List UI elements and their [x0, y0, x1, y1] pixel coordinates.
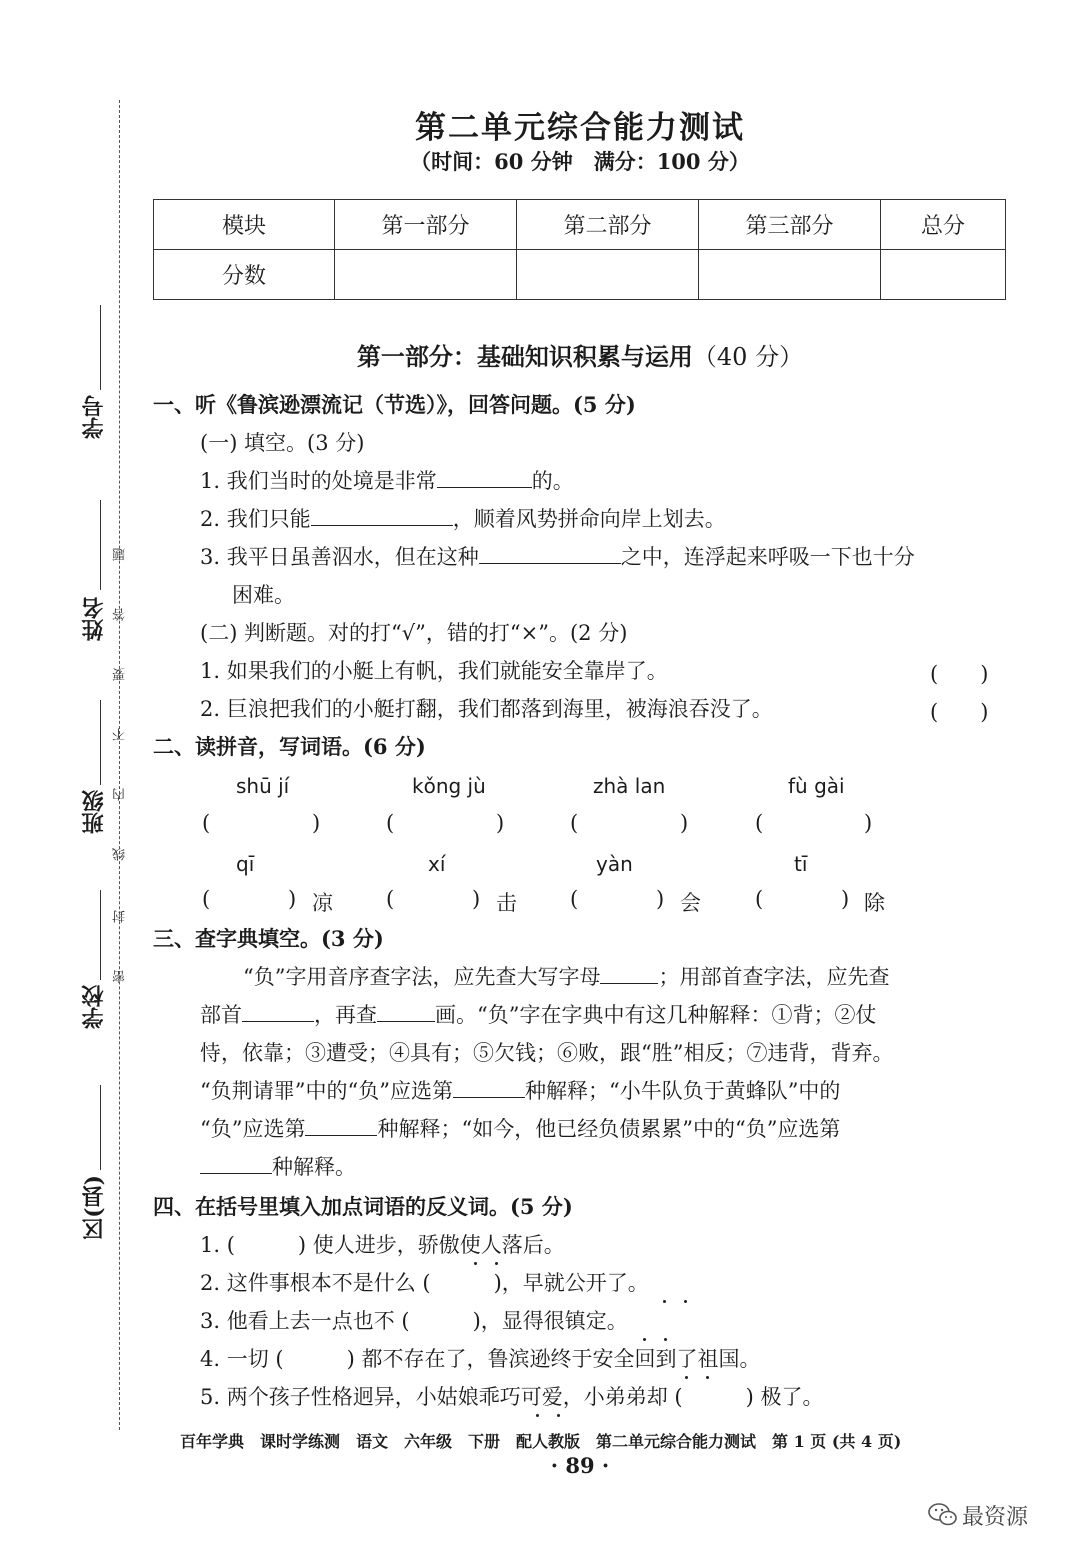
word-suffix: 除 — [864, 891, 885, 915]
q3-line: 种解释。 — [200, 1151, 356, 1183]
word-suffix: 凉 — [312, 891, 333, 915]
binding-dashed-line — [119, 100, 120, 1430]
district-line — [100, 1085, 101, 1170]
pinyin: tī — [794, 852, 808, 876]
answer-blank[interactable] — [453, 1075, 525, 1098]
q4-item-4: 4. 一切 ( ) 都不存在了，鲁滨逊终于安全回到了祖国。 — [200, 1347, 761, 1371]
pinyin: fù gài — [788, 774, 845, 798]
table-row — [154, 200, 1006, 250]
answer-blank[interactable] — [311, 503, 453, 526]
seal-hint: 内 — [113, 788, 128, 801]
answer-blank[interactable] — [479, 541, 621, 564]
pinyin: yàn — [596, 852, 633, 876]
emphasis-dot — [643, 1338, 646, 1341]
q3-line: “负”字用音序查字法，应先查大写字母 ；用部首查字法，应先查 — [243, 961, 889, 993]
brand-watermark: 最资源 — [962, 1505, 1029, 1530]
paren-close: ) — [472, 887, 481, 911]
answer-blank[interactable] — [305, 1113, 377, 1136]
paren-open: ( — [570, 811, 579, 835]
q4-item-3: 3. 他看上去一点也不 ( )，显得很镇定。 — [200, 1309, 628, 1333]
answer-blank[interactable] — [377, 999, 435, 1022]
question-4-title: 四、在括号里填入加点词语的反义词。(5 分) — [153, 1194, 573, 1219]
emphasis-dot — [495, 1262, 498, 1265]
label-class: 班级 — [81, 790, 107, 834]
q4-item-1: 1. ( ) 使人进步，骄傲使人落后。 — [200, 1233, 565, 1257]
judge-answer-paren[interactable]: ( ) — [930, 662, 989, 686]
paren-close: ) — [841, 887, 850, 911]
seal-hint: 题 — [113, 548, 128, 561]
q1-fill-2: 2. 我们只能 ，顺着风势拼命向岸上划去。 — [200, 503, 726, 535]
table-header-cell: 第三部分 — [699, 200, 881, 250]
paren-close: ) — [288, 887, 297, 911]
footer-info: 百年学典 课时学练测 语文 六年级 下册 配人教版 第二单元综合能力测试 第 1 页 (共 4 页) — [180, 1432, 902, 1451]
table-header-cell: 第二部分 — [517, 200, 699, 250]
emphasis-dot — [663, 1300, 666, 1303]
wechat-icon — [928, 1502, 958, 1528]
pinyin: shū jí — [236, 774, 290, 798]
q1-judge-2: 2. 巨浪把我们的小艇打翻，我们都落到海里，被海浪吞没了。 — [200, 697, 773, 721]
score-cell[interactable] — [881, 250, 1006, 300]
emphasis-dot — [664, 1338, 667, 1341]
q3-line: 部首 ，再查 画。“负”字在字典中有这几种解释：①背；②仗 — [200, 999, 876, 1031]
score-cell[interactable] — [517, 250, 699, 300]
score-cell[interactable] — [335, 250, 517, 300]
q4-item-5: 5. 两个孩子性格迥异，小姑娘乖巧可爱，小弟弟却 ( ) 极了。 — [200, 1385, 824, 1409]
q3-line: “负荆请罪”中的“负”应选第 种解释；“小牛队负于黄蜂队”中的 — [200, 1075, 840, 1107]
answer-blank[interactable] — [600, 961, 658, 984]
score-table — [153, 199, 1006, 300]
page-title: 第二单元综合能力测试 — [415, 110, 745, 146]
paren-open: ( — [755, 887, 764, 911]
paren-open: ( — [386, 811, 395, 835]
answer-blank[interactable] — [200, 1151, 272, 1174]
part-title: 第一部分：基础知识积累与运用（40 分） — [356, 342, 804, 371]
pinyin: kǒng jù — [412, 774, 486, 798]
word-suffix: 会 — [680, 891, 701, 915]
pinyin: xí — [428, 852, 446, 876]
class-line — [100, 700, 101, 785]
emphasis-dot — [684, 1300, 687, 1303]
q1-fill-1: 1. 我们当时的处境是非常 的。 — [200, 465, 574, 497]
question-3-title: 三、查字典填空。(3 分) — [153, 926, 384, 951]
table-header-cell: 模块 — [154, 200, 335, 250]
emphasis-dot — [685, 1376, 688, 1379]
answer-blank[interactable] — [437, 465, 532, 488]
paren-close: ) — [312, 811, 321, 835]
emphasis-dot — [536, 1414, 539, 1417]
paren-open: ( — [202, 811, 211, 835]
paren-close: ) — [656, 887, 665, 911]
seal-hint: 密 — [113, 970, 128, 983]
school-line — [100, 890, 101, 980]
question-2-title: 二、读拼音，写词语。(6 分) — [153, 734, 426, 759]
seal-hint: 不 — [113, 728, 128, 741]
pinyin: qī — [236, 852, 255, 876]
seal-hint: 要 — [113, 668, 128, 681]
paren-close: ) — [680, 811, 689, 835]
page-subtitle: （时间：60 分钟 满分：100 分） — [410, 149, 750, 174]
paren-open: ( — [570, 887, 579, 911]
q1-fill-3-cont: 困难。 — [232, 583, 295, 607]
q4-item-2: 2. 这件事根本不是什么 ( )，早就公开了。 — [200, 1271, 649, 1295]
table-row — [154, 250, 1006, 300]
paren-open: ( — [755, 811, 764, 835]
table-header-cell: 第一部分 — [335, 200, 517, 250]
q1-judge-1: 1. 如果我们的小艇上有帆，我们就能安全靠岸了。 — [200, 659, 668, 683]
q1-subsection-2: (二) 判断题。对的打“√”，错的打“×”。(2 分) — [200, 621, 628, 645]
q1-subsection-1: (一) 填空。(3 分) — [200, 431, 365, 455]
emphasis-dot — [706, 1376, 709, 1379]
emphasis-dot — [557, 1414, 560, 1417]
name-line — [100, 500, 101, 590]
answer-blank[interactable] — [242, 999, 314, 1022]
score-cell[interactable] — [699, 250, 881, 300]
word-suffix: 击 — [496, 891, 517, 915]
q3-line: 恃，依靠；③遭受；④具有；⑤欠钱；⑥败，跟“胜”相反；⑦违背，背弃。 — [200, 1041, 894, 1065]
label-school: 学校 — [81, 985, 107, 1029]
paren-close: ) — [864, 811, 873, 835]
q1-fill-3: 3. 我平日虽善泅水，但在这种 之中，连浮起来呼吸一下也十分 — [200, 541, 915, 573]
seal-hint: 封 — [113, 910, 128, 923]
label-student-number: 学号 — [81, 395, 107, 439]
judge-answer-paren[interactable]: ( ) — [930, 700, 989, 724]
paren-close: ) — [496, 811, 505, 835]
paren-open: ( — [386, 887, 395, 911]
label-district: 区(县) — [81, 1175, 107, 1240]
pinyin: zhà lan — [593, 774, 666, 798]
page-number: · 89 · — [550, 1453, 610, 1478]
paren-open: ( — [202, 887, 211, 911]
seal-hint: 线 — [113, 848, 128, 861]
table-header-cell: 总分 — [881, 200, 1006, 250]
q3-line: “负”应选第 种解释；“如今，他已经负债累累”中的“负”应选第 — [200, 1113, 840, 1145]
emphasis-dot — [474, 1262, 477, 1265]
question-1-title: 一、听《鲁滨逊漂流记（节选）》，回答问题。(5 分) — [153, 392, 636, 417]
seal-hint: 答 — [113, 608, 128, 621]
table-row-label: 分数 — [154, 250, 335, 300]
label-name: 姓名 — [81, 597, 107, 641]
